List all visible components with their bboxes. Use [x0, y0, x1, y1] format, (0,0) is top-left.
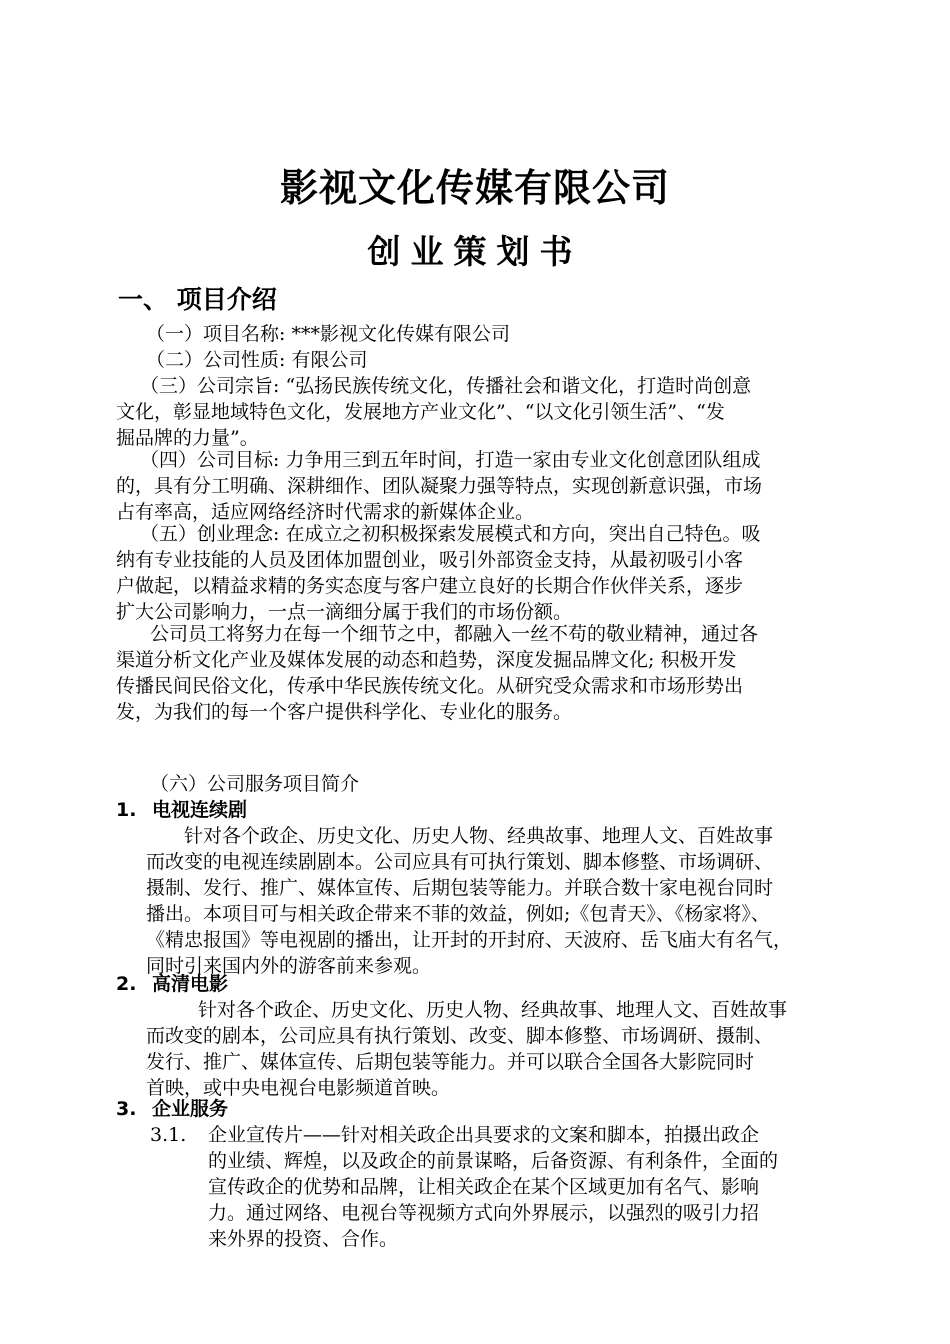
paragraph-concept [116, 521, 856, 625]
paragraph-line: 发，为我们的每一个客户提供科学化、专业化的服务。 [116, 701, 573, 723]
paragraph-line: 针对各个政企、历史文化、历史人物、经典故事、地理人文、百姓故事 [198, 999, 788, 1021]
paragraph-line: 宣传政企的优势和品牌，让相关政企在某个区域更加有名气、影响 [208, 1176, 760, 1198]
service-heading-enterprise [116, 1096, 856, 1122]
paragraph-line: 来外界的投资、合作。 [208, 1228, 399, 1250]
paragraph-line: 同时引来国内外的游客前来参观。 [146, 955, 432, 977]
paragraph-line: 纳有专业技能的人员及团体加盟创业，吸引外部资金支持，从最初吸引小客 [116, 549, 744, 571]
paragraph-line: 文化，彰显地域特色文化，发展地方产业文化”、“以文化引领生活”、“发 [116, 401, 725, 423]
paragraph-line: 首映，或中央电视台电影频道首映。 [146, 1077, 451, 1099]
paragraph-line: 的，具有分工明确、深耕细作、团队凝聚力强等特点，实现创新意识强，市场 [116, 475, 763, 497]
intro-line-name: （一）项目名称: ***影视文化传媒有限公司 [146, 323, 510, 345]
service-subitem-promo-film [150, 1122, 855, 1252]
service-heading-hd-film [116, 971, 856, 997]
service-number: 1. [116, 799, 137, 821]
document-title: 影视文化传媒有限公司 [279, 166, 670, 210]
paragraph-line: 而改变的剧本，公司应具有执行策划、改变、脚本修整、市场调研、摄制、 [146, 1025, 774, 1047]
paragraph-line: 播出。本项目可与相关政企带来不菲的效益，例如;《包青天》、《杨家将》、 [146, 903, 770, 925]
paragraph-line: 摄制、发行、推广、媒体宣传、后期包装等能力。并联合数十家电视台同时 [146, 877, 774, 899]
service-body-tv-series [146, 823, 866, 979]
paragraph-line: 传播民间民俗文化，传承中华民族传统文化。从研究受众需求和市场形势出 [116, 675, 744, 697]
document-subtitle: 创业策划书 [367, 232, 583, 271]
services-heading-text: （六）公司服务项目简介 [150, 773, 360, 795]
paragraph-staff [116, 621, 856, 725]
paragraph-line: 而改变的电视连续剧剧本。公司应具有可执行策划、脚本修整、市场调研、 [146, 851, 774, 873]
paragraph-line: 的业绩、辉煌，以及政企的前景谋略，后备资源、有利条件，全面的 [208, 1150, 779, 1172]
service-title: 企业服务 [152, 1098, 229, 1120]
paragraph-line: 占有率高，适应网络经济时代需求的新媒体企业。 [116, 501, 535, 523]
paragraph-line: 渠道分析文化产业及媒体发展的动态和趋势，深度发掘品牌文化; 积极开发 [116, 649, 737, 671]
service-title: 高清电影 [152, 973, 229, 995]
paragraph-line: 企业宣传片——针对相关政企出具要求的文案和脚本，拍摄出政企 [208, 1124, 760, 1146]
service-body-hd-film [146, 997, 866, 1101]
service-title: 电视连续剧 [152, 799, 248, 821]
intro-list [116, 321, 856, 373]
paragraph-line: 掘品牌的力量”。 [116, 427, 259, 449]
service-number: 3. [116, 1098, 137, 1120]
paragraph-goal [116, 447, 856, 525]
service-number: 2. [116, 973, 137, 995]
paragraph-line: 《精忠报国》等电视剧的播出，让开封的开封府、天波府、岳飞庙大有名气， [146, 929, 793, 951]
intro-line-type: （二）公司性质: 有限公司 [146, 349, 368, 371]
section-heading-project-intro: 一、 项目介绍 [118, 285, 277, 314]
paragraph-line: 力。通过网络、电视台等视频方式向外界展示，以强烈的吸引力招 [208, 1202, 760, 1224]
service-heading-tv-series [116, 797, 856, 823]
paragraph-line: 针对各个政企、历史文化、历史人物、经典故事、地理人文、百姓故事 [184, 825, 774, 847]
paragraph-line: 发行、推广、媒体宣传、后期包装等能力。并可以联合全国各大影院同时 [146, 1051, 755, 1073]
subitem-number: 3.1. [150, 1124, 187, 1146]
paragraph-purpose [116, 373, 856, 451]
paragraph-line: （五）创业理念: 在成立之初积极探索发展模式和方向，突出自己特色。吸 [140, 523, 761, 545]
paragraph-line: （三）公司宗旨: “弘扬民族传统文化，传播社会和谐文化，打造时尚创意 [140, 375, 752, 397]
paragraph-line: 户做起，以精益求精的务实态度与客户建立良好的长期合作伙伴关系，逐步 [116, 575, 744, 597]
subitem-body [208, 1122, 853, 1252]
paragraph-line: 公司员工将努力在每一个细节之中，都融入一丝不苟的敬业精神，通过各 [150, 623, 759, 645]
paragraph-line: （四）公司目标: 力争用三到五年时间，打造一家由专业文化创意团队组成 [140, 449, 761, 471]
paragraph-line: 扩大公司影响力，一点一滴细分属于我们的市场份额。 [116, 601, 573, 623]
services-heading [116, 771, 856, 797]
